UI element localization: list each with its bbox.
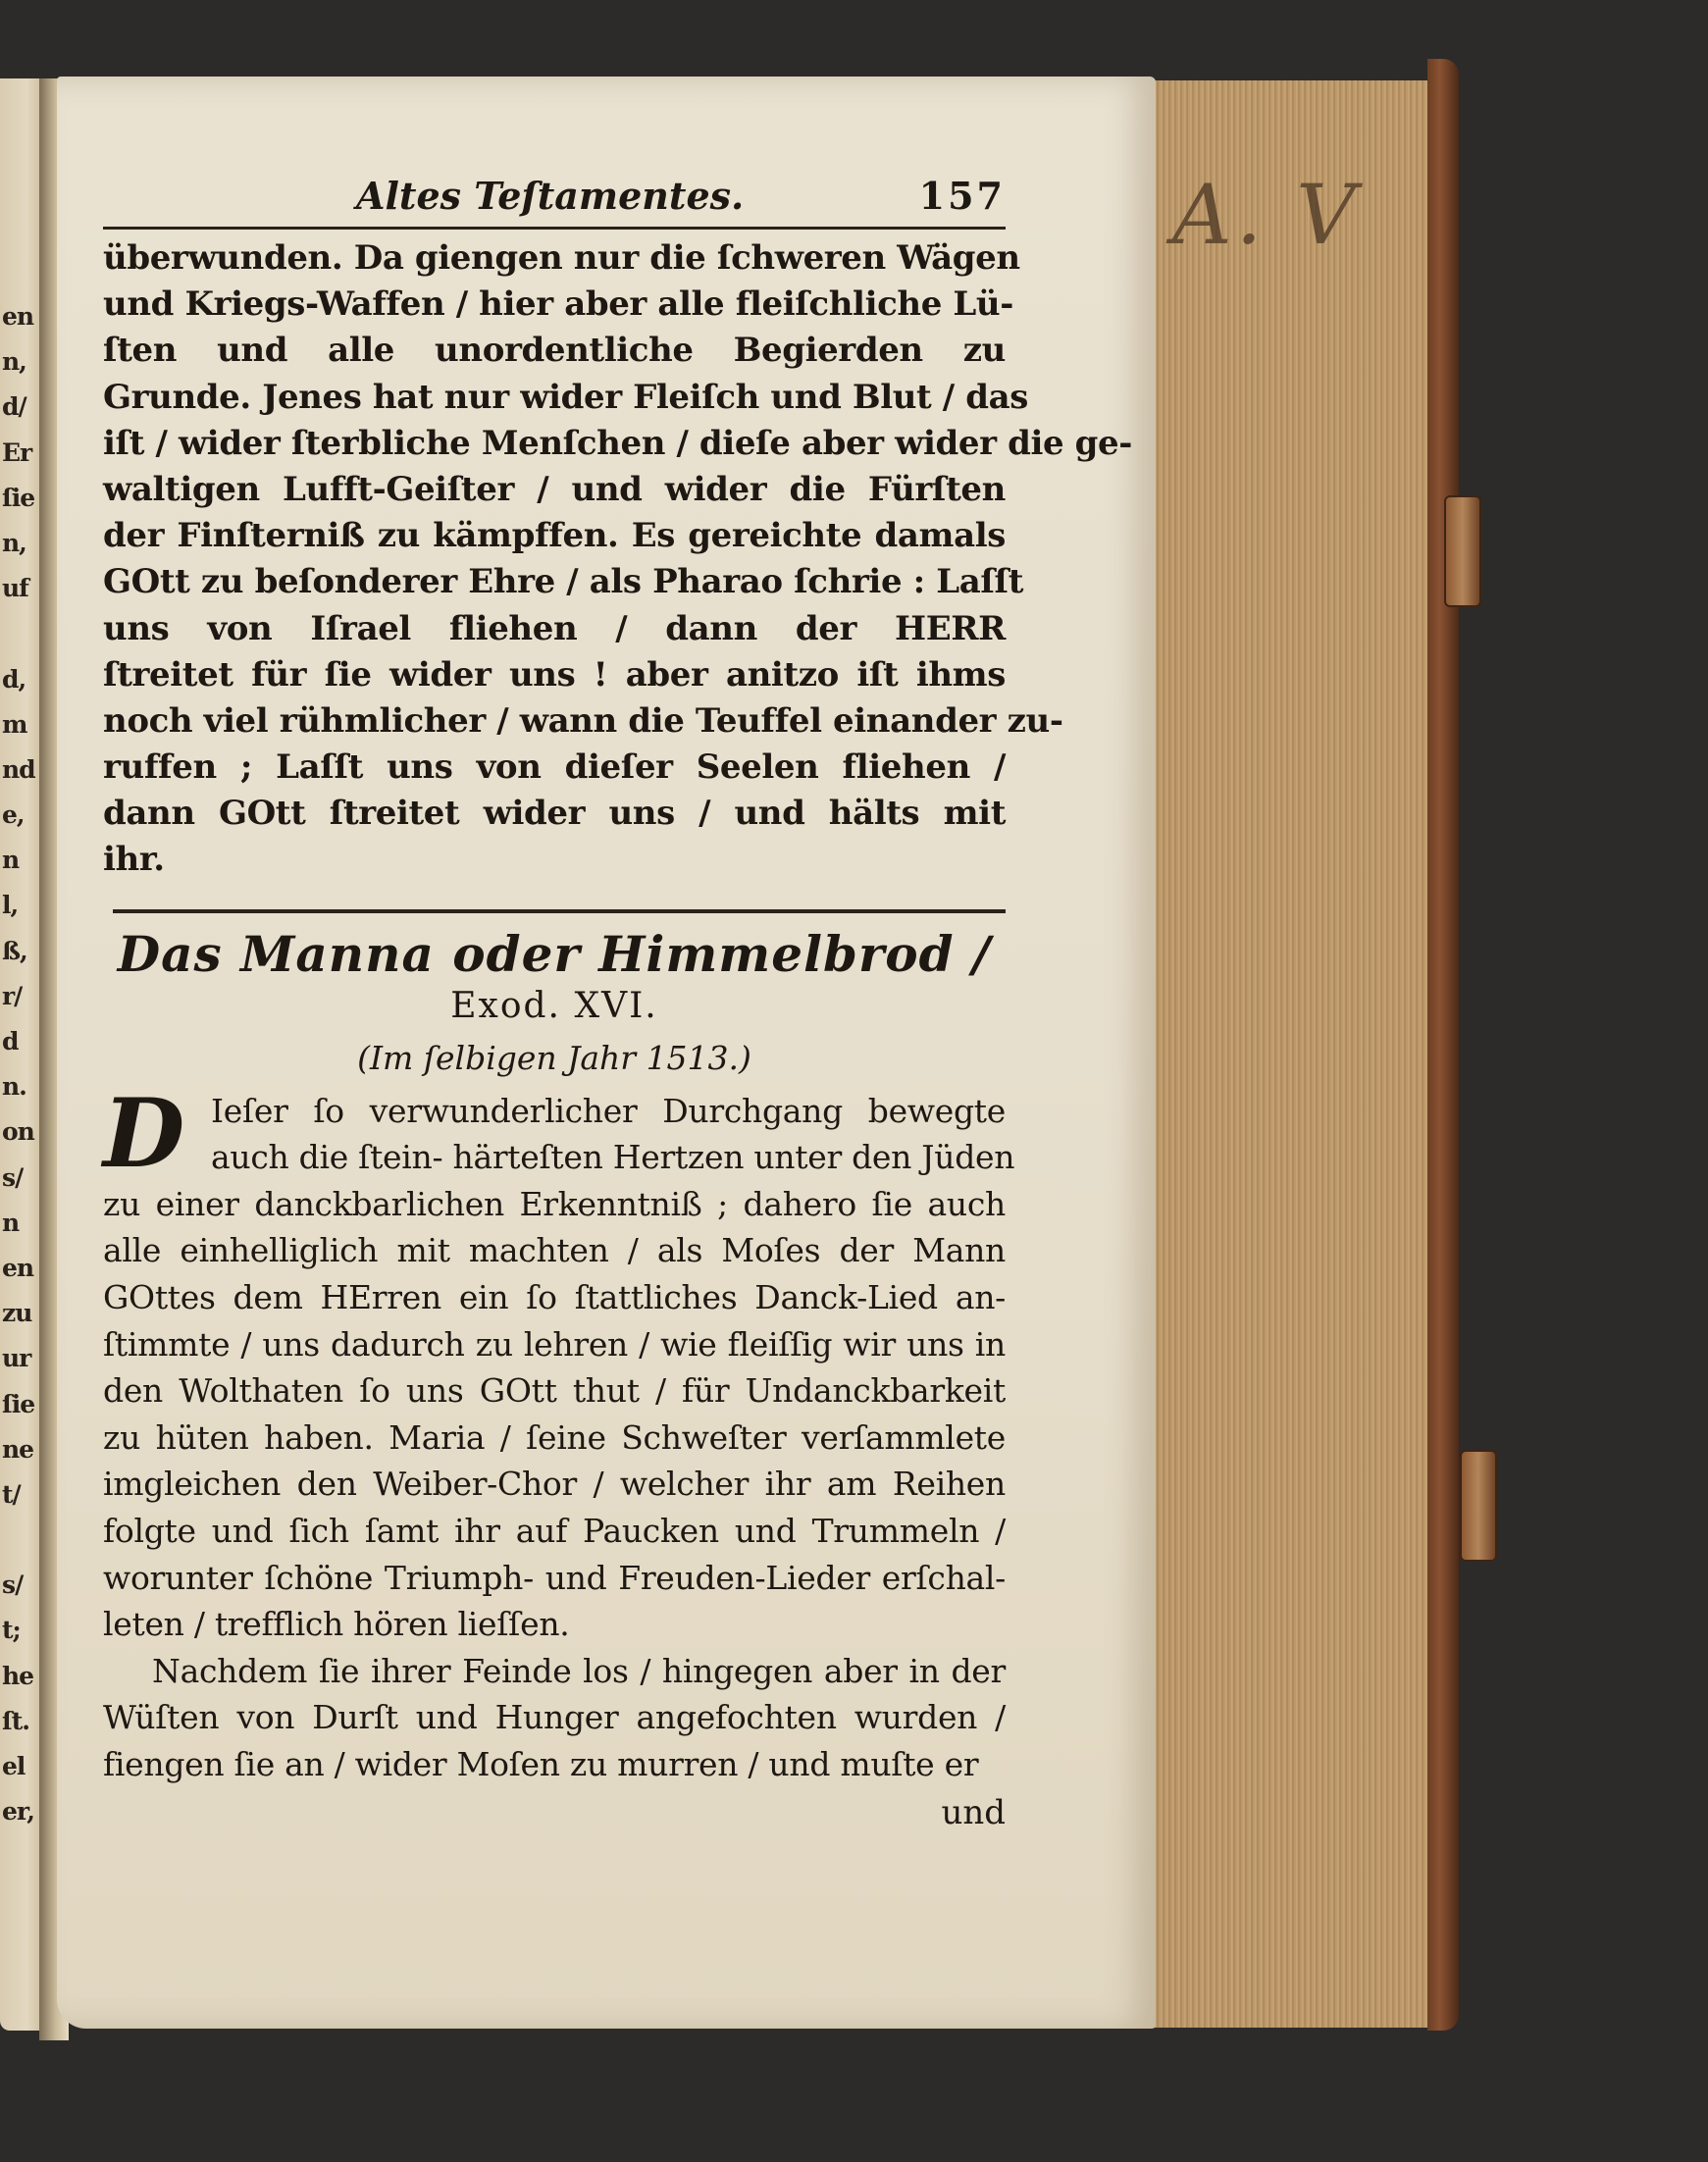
left-page-line: Er: [2, 438, 32, 467]
text-line: ihr.: [103, 840, 165, 880]
text-line: noch viel rühmlicher / wann die Teuffel einander zu-: [103, 700, 1063, 741]
text-line: iſt / wider ſterbliche Menſchen / dieſe aber wider die ge-: [103, 423, 1132, 463]
left-page-line: l,: [2, 891, 19, 920]
text-line: Ieſer ſo verwunderlicher Durchgang bewegte: [211, 1091, 1006, 1130]
text-line: überwunden. Da giengen nur die ſchweren Wägen: [103, 238, 1020, 278]
left-page-line: zu: [2, 1299, 32, 1328]
text-line: ruffen ; Laſſt uns von dieſer Seelen fliehen /: [103, 747, 1006, 788]
left-page-line: m: [2, 709, 27, 739]
text-line: GOttes dem HErren ein ſo ſtattliches Danck-Lied an-: [103, 1278, 1006, 1316]
text-line: ſten und alle unordentliche Begierden zu: [103, 331, 1006, 371]
left-page-line: ſie: [2, 483, 35, 512]
left-page-line: nd: [2, 754, 35, 784]
left-page-line: t/: [2, 1479, 21, 1509]
page-number: 157: [918, 174, 1006, 218]
text-line: ſtimmte / uns dadurch zu lehren / wie fleiſſig wir uns in: [103, 1324, 1006, 1364]
section-title: Das Manna oder Himmelbrod /: [117, 924, 992, 983]
section-reference: Exod. XVI.: [450, 985, 658, 1026]
left-page-line: on: [2, 1117, 34, 1147]
left-page-line: uf: [2, 574, 28, 603]
page-edges: [1148, 80, 1434, 2028]
edge-handwritten-mark: A. V: [1172, 167, 1360, 263]
left-page-line: r/: [2, 981, 23, 1010]
book-cover: [1427, 59, 1459, 2031]
text-line: Nachdem ſie ihrer Feinde los / hingegen aber in der: [152, 1651, 1006, 1690]
body-paragraph: [103, 1077, 1015, 1788]
left-page-line: er,: [2, 1797, 34, 1827]
left-page-line: n,: [2, 347, 26, 377]
text-line: zu einer danckbarlichen Erkenntniß ; dahero ſie auch: [103, 1184, 1006, 1223]
left-page-line: n.: [2, 1072, 26, 1102]
text-line: auch die ſtein- härteſten Hertzen unter den Jüden: [211, 1138, 1015, 1177]
text-line: waltigen Lufft-Geiſter / und wider die Fürſten: [103, 469, 1006, 509]
drop-capital: D: [103, 1077, 185, 1189]
clasp-top-icon: [1444, 495, 1481, 607]
left-page-line: ſt.: [2, 1706, 30, 1735]
left-page-line: en: [2, 1253, 34, 1282]
left-page-line: ur: [2, 1344, 31, 1373]
text-line: ſtreitet für ſie wider uns ! aber anitzo iſt ihms: [103, 654, 1006, 695]
left-page-line: ß,: [2, 936, 27, 965]
left-page-line: ſie: [2, 1389, 35, 1418]
text-line: imgleichen den Weiber-Chor / welcher ihr am Reihen: [103, 1465, 1006, 1504]
left-page-line: he: [2, 1661, 34, 1690]
text-line: der Finſterniß zu kämpffen. Es gereichte damals: [103, 516, 1006, 556]
left-page-line: d/: [2, 392, 26, 422]
text-line: dann GOtt ſtreitet wider uns / und hälts mit: [103, 794, 1006, 834]
text-line: worunter ſchöne Triumph- und Freuden-Lieder erſchal-: [103, 1558, 1006, 1597]
header-rule: [103, 227, 1006, 230]
upper-paragraph: [103, 235, 1132, 884]
left-page-line: s/: [2, 1162, 24, 1192]
catchword: und: [941, 1792, 1006, 1832]
text-line: alle einhelliglich mit machten / als Moſes der Mann: [103, 1231, 1006, 1270]
text-line: uns von Iſrael fliehen / dann der HERR: [103, 608, 1006, 648]
left-page-line: t;: [2, 1616, 21, 1645]
section-year-note: (Im ſelbigen Jahr 1513.): [357, 1038, 751, 1077]
left-page-line: d,: [2, 664, 26, 694]
text-line: folgte und ſich ſamt ihr auf Paucken und Trummeln /: [103, 1511, 1006, 1550]
page-text: [103, 172, 1132, 1835]
left-page-line: n,: [2, 528, 26, 557]
text-line: GOtt zu beſonderer Ehre / als Pharao ſchrie : Laſſt: [103, 562, 1024, 602]
running-title: Altes Teſtamentes.: [356, 174, 745, 218]
text-line: zu hüten haben. Maria / ſeine Schweſter verſammlete: [103, 1417, 1006, 1457]
left-page-line: el: [2, 1752, 26, 1780]
text-line: Grunde. Jenes hat nur wider Fleiſch und Blut / das: [103, 377, 1028, 417]
clasp-bottom-icon: [1460, 1450, 1497, 1562]
text-line: den Wolthaten ſo uns GOtt thut / für Undanckbarkeit: [103, 1371, 1006, 1411]
left-page-line: n: [2, 846, 20, 875]
text-line: leten / trefflich hören lieſſen.: [103, 1605, 570, 1644]
left-page-line: n: [2, 1208, 20, 1237]
section-divider: [113, 909, 1006, 913]
running-head: [103, 172, 1006, 223]
left-page-line: e,: [2, 800, 25, 830]
text-line: Wüſten von Durſt und Hunger angefochten wurden /: [103, 1698, 1006, 1737]
text-line: und Kriegs-Waffen / hier aber alle fleiſchliche Lü-: [103, 284, 1013, 325]
left-page-line: en: [2, 302, 34, 331]
left-page-line: ne: [2, 1434, 34, 1464]
left-page-line: s/: [2, 1570, 24, 1600]
text-line: fiengen ſie an / wider Moſen zu murren / und muſte er: [103, 1744, 979, 1783]
left-page-line: d: [2, 1027, 19, 1055]
